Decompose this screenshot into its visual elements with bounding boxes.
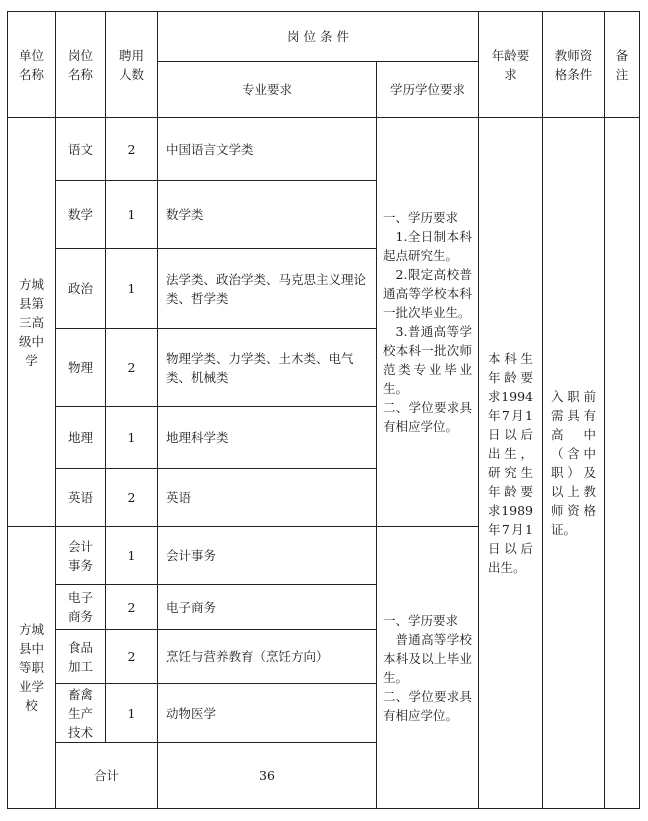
major-cell: 法学类、政治学类、马克思主义理论类、哲学类 bbox=[158, 249, 377, 329]
total-label: 合计 bbox=[56, 743, 158, 809]
post-name-cell: 电子商务 bbox=[56, 585, 106, 630]
edu-line: 二、学位要求具有相应学位。 bbox=[383, 400, 473, 434]
hire-count-cell: 1 bbox=[106, 181, 158, 249]
hire-count-cell: 2 bbox=[106, 118, 158, 181]
major-cell: 英语 bbox=[158, 469, 377, 527]
major-cell: 动物医学 bbox=[158, 684, 377, 743]
hire-count-cell: 2 bbox=[106, 469, 158, 527]
hire-count-cell: 2 bbox=[106, 329, 158, 407]
post-name-cell: 会计事务 bbox=[56, 527, 106, 585]
hire-count-cell: 2 bbox=[106, 585, 158, 630]
edu-line: 一、学历要求 bbox=[383, 612, 459, 628]
table-row bbox=[8, 118, 640, 181]
hire-count-cell: 2 bbox=[106, 630, 158, 684]
post-name-cell: 语文 bbox=[56, 118, 106, 181]
education-requirement-block-1 bbox=[377, 118, 479, 527]
header-post-name: 岗位名称 bbox=[56, 12, 106, 118]
education-requirement-block-2 bbox=[377, 527, 479, 809]
major-cell: 电子商务 bbox=[158, 585, 377, 630]
post-name-cell: 食品加工 bbox=[56, 630, 106, 684]
major-cell: 地理科学类 bbox=[158, 407, 377, 469]
recruitment-table bbox=[7, 11, 640, 809]
post-name-cell: 英语 bbox=[56, 469, 106, 527]
hire-count-cell: 1 bbox=[106, 249, 158, 329]
header-age-requirement: 年龄要求 bbox=[479, 12, 543, 118]
unit-name-cell: 方城县中等职业学校 bbox=[8, 527, 56, 809]
edu-line: 普通高等学校本科及以上毕业生。 bbox=[383, 631, 473, 685]
edu-line: 3.普通高等学校本科一批次师范类专业毕业生。 bbox=[383, 324, 473, 396]
major-cell: 会计事务 bbox=[158, 527, 377, 585]
unit-name-cell: 方城县第三高级中学 bbox=[8, 118, 56, 527]
edu-line: 一、学历要求 bbox=[383, 210, 459, 225]
header-major-requirement: 专业要求 bbox=[158, 62, 377, 118]
remarks-cell bbox=[605, 118, 640, 809]
header-unit-name: 单位名称 bbox=[8, 12, 56, 118]
major-cell: 物理学类、力学类、土木类、电气类、机械类 bbox=[158, 329, 377, 407]
edu-line: 2.限定高校普通高等学校本科一批次毕业生。 bbox=[383, 267, 473, 320]
header-remarks: 备注 bbox=[605, 12, 640, 118]
major-cell: 中国语言文学类 bbox=[158, 118, 377, 181]
edu-line: 1.全日制本科起点研究生。 bbox=[383, 229, 473, 263]
post-name-cell: 畜禽生产技术 bbox=[56, 684, 106, 743]
major-cell: 数学类 bbox=[158, 181, 377, 249]
edu-line: 二、学位要求具有相应学位。 bbox=[383, 688, 473, 723]
hire-count-cell: 1 bbox=[106, 684, 158, 743]
hire-count-cell: 1 bbox=[106, 407, 158, 469]
major-cell: 烹饪与营养教育（烹饪方向） bbox=[158, 630, 377, 684]
header-hire-count: 聘用人数 bbox=[106, 12, 158, 118]
age-requirement-cell: 本科生年龄要求1994年7月1日以后出生，研究生年龄要求1989年7月1日以后出生。 bbox=[479, 118, 543, 809]
hire-count-cell: 1 bbox=[106, 527, 158, 585]
post-name-cell: 物理 bbox=[56, 329, 106, 407]
total-value: 36 bbox=[158, 743, 377, 809]
post-name-cell: 地理 bbox=[56, 407, 106, 469]
header-teacher-cert: 教师资格条件 bbox=[543, 12, 605, 118]
post-name-cell: 政治 bbox=[56, 249, 106, 329]
teacher-cert-cell: 入职前需具有高中（含中职）及以上教师资格证。 bbox=[543, 118, 605, 809]
header-education-requirement: 学历学位要求 bbox=[377, 62, 479, 118]
header-post-conditions: 岗 位 条 件 bbox=[158, 12, 479, 62]
post-name-cell: 数学 bbox=[56, 181, 106, 249]
